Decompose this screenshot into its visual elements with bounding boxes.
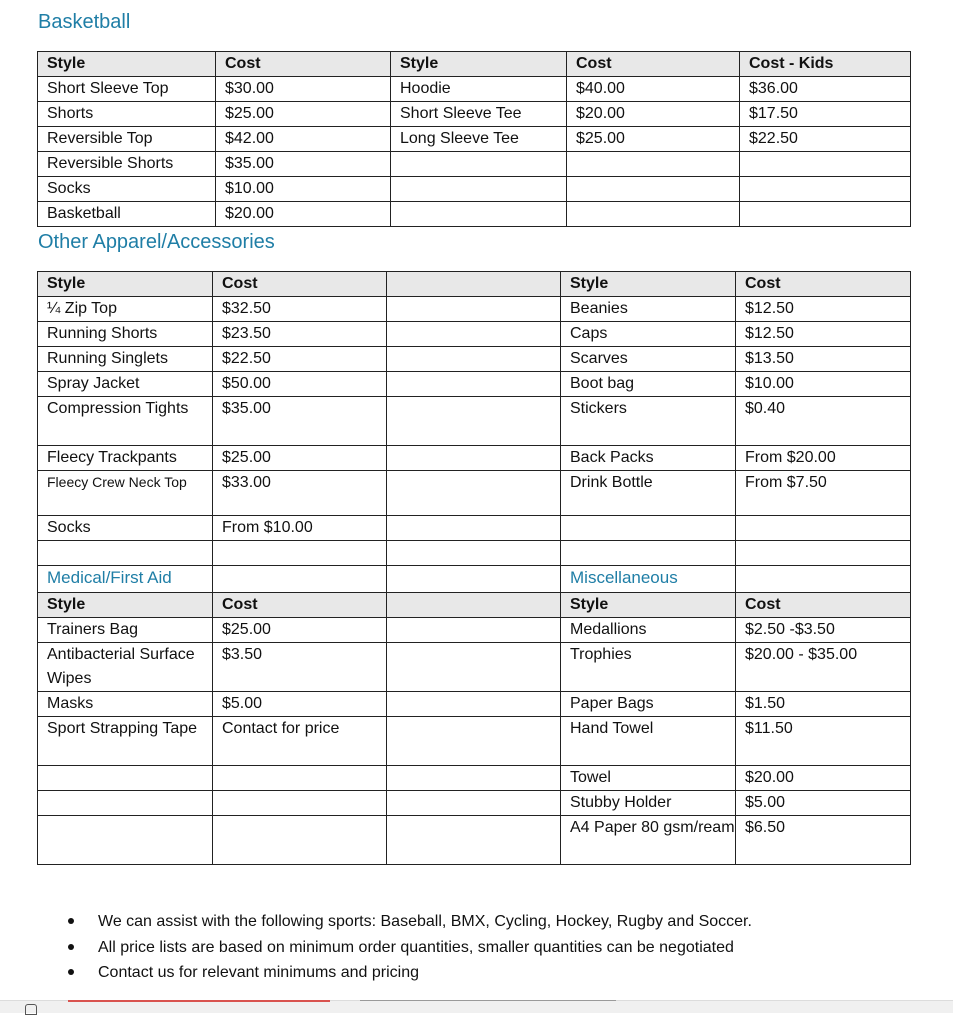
table-cell: Socks — [38, 177, 216, 202]
table-cell: Trophies — [561, 643, 736, 692]
table-cell — [38, 816, 213, 865]
table-row — [38, 471, 911, 516]
table-row — [38, 102, 911, 127]
table-cell — [387, 516, 561, 541]
table-row — [38, 297, 911, 322]
column-header: Cost — [736, 272, 911, 297]
table-cell: $1.50 — [736, 692, 911, 717]
table-row — [38, 322, 911, 347]
table-cell: Short Sleeve Top — [38, 77, 216, 102]
table-cell — [387, 397, 561, 446]
table-cell — [387, 471, 561, 516]
table-row — [38, 202, 911, 227]
table-cell: $6.50 — [736, 816, 911, 865]
table-cell: Compression Tights — [38, 397, 213, 446]
basketball-price-table — [37, 51, 911, 227]
table-row — [38, 516, 911, 541]
table-row — [38, 541, 911, 566]
table-cell: Caps — [561, 322, 736, 347]
table-cell: $25.00 — [213, 446, 387, 471]
table-row — [38, 347, 911, 372]
note-item: All price lists are based on minimum order quantities, smaller quantities can be negotiated — [68, 935, 752, 961]
table-cell: $33.00 — [213, 471, 387, 516]
table-cell: Drink Bottle — [561, 471, 736, 516]
table-cell: Running Singlets — [38, 347, 213, 372]
table-cell — [736, 566, 911, 593]
miscellaneous-heading: Miscellaneous — [561, 566, 736, 593]
table-cell — [213, 566, 387, 593]
column-header: Style — [561, 593, 736, 618]
table-cell: Long Sleeve Tee — [391, 127, 567, 152]
bullet-icon — [68, 969, 74, 975]
table-cell: $0.40 — [736, 397, 911, 446]
table-cell: Paper Bags — [561, 692, 736, 717]
table-cell: Reversible Shorts — [38, 152, 216, 177]
table-cell — [213, 766, 387, 791]
table-cell — [567, 202, 740, 227]
accessibility-icon[interactable] — [25, 1004, 37, 1015]
table-cell: $12.50 — [736, 322, 911, 347]
table-cell: $25.00 — [567, 127, 740, 152]
column-header: Style — [38, 272, 213, 297]
table-cell: $20.00 - $35.00 — [736, 643, 911, 692]
table-cell: $11.50 — [736, 717, 911, 766]
table-cell: Shorts — [38, 102, 216, 127]
table-cell: Stubby Holder — [561, 791, 736, 816]
table-cell — [38, 791, 213, 816]
table-cell: $10.00 — [736, 372, 911, 397]
table-cell — [561, 541, 736, 566]
table-cell: $10.00 — [216, 177, 391, 202]
table-cell — [391, 152, 567, 177]
table-row — [38, 791, 911, 816]
table-cell — [213, 541, 387, 566]
table-cell: Hoodie — [391, 77, 567, 102]
table-cell: $25.00 — [216, 102, 391, 127]
table-row — [38, 692, 911, 717]
table-cell: ¼ Zip Top — [38, 297, 213, 322]
table-cell: $25.00 — [213, 618, 387, 643]
table-cell — [740, 177, 911, 202]
column-header — [387, 272, 561, 297]
table-cell — [391, 202, 567, 227]
table-cell: $20.00 — [567, 102, 740, 127]
table-cell: Beanies — [561, 297, 736, 322]
table-header-row — [38, 272, 911, 297]
table-row — [38, 152, 911, 177]
table-cell: $5.00 — [736, 791, 911, 816]
table-cell: Reversible Top — [38, 127, 216, 152]
bullet-icon — [68, 944, 74, 950]
table-row — [38, 717, 911, 766]
column-header: Cost — [736, 593, 911, 618]
column-header: Cost — [567, 52, 740, 77]
table-header-row — [38, 593, 911, 618]
table-row — [38, 77, 911, 102]
other-apparel-price-table — [37, 271, 911, 865]
table-cell: $23.50 — [213, 322, 387, 347]
table-cell: $50.00 — [213, 372, 387, 397]
note-item: Contact us for relevant minimums and pricing — [68, 960, 752, 986]
table-cell — [567, 152, 740, 177]
table-cell: Running Shorts — [38, 322, 213, 347]
bullet-icon — [68, 918, 74, 924]
status-bar — [0, 1000, 953, 1013]
table-row — [38, 766, 911, 791]
table-cell: $35.00 — [213, 397, 387, 446]
status-divider-grey — [360, 1000, 616, 1001]
section-heading-row — [38, 566, 911, 593]
table-cell: $5.00 — [213, 692, 387, 717]
table-cell: $12.50 — [736, 297, 911, 322]
table-cell: $13.50 — [736, 347, 911, 372]
table-cell: $20.00 — [216, 202, 391, 227]
table-cell — [387, 816, 561, 865]
table-row — [38, 446, 911, 471]
table-cell — [387, 446, 561, 471]
table-cell — [387, 347, 561, 372]
table-cell: From $20.00 — [736, 446, 911, 471]
table-cell: $32.50 — [213, 297, 387, 322]
table-cell — [387, 297, 561, 322]
table-cell: $40.00 — [567, 77, 740, 102]
table-cell: Spray Jacket — [38, 372, 213, 397]
table-row — [38, 177, 911, 202]
table-cell: $17.50 — [740, 102, 911, 127]
table-cell: Antibacterial Surface Wipes — [38, 643, 213, 692]
table-cell: Short Sleeve Tee — [391, 102, 567, 127]
table-cell — [740, 202, 911, 227]
table-cell: Boot bag — [561, 372, 736, 397]
table-cell — [387, 766, 561, 791]
table-cell — [387, 618, 561, 643]
column-header: Style — [561, 272, 736, 297]
table-cell: From $7.50 — [736, 471, 911, 516]
table-cell: $36.00 — [740, 77, 911, 102]
other-apparel-heading: Other Apparel/Accessories — [38, 231, 275, 253]
table-cell: Medallions — [561, 618, 736, 643]
table-cell — [213, 816, 387, 865]
column-header: Style — [391, 52, 567, 77]
table-cell — [387, 692, 561, 717]
medical-first-aid-heading: Medical/First Aid — [38, 566, 213, 593]
table-header-row — [38, 52, 911, 77]
table-cell: Sport Strapping Tape — [38, 717, 213, 766]
table-row — [38, 816, 911, 865]
table-cell — [387, 643, 561, 692]
table-cell: Trainers Bag — [38, 618, 213, 643]
column-header: Style — [38, 593, 213, 618]
table-cell: Masks — [38, 692, 213, 717]
table-cell — [567, 177, 740, 202]
table-cell — [561, 516, 736, 541]
table-cell: Fleecy Crew Neck Top — [38, 471, 213, 516]
column-header: Cost — [213, 593, 387, 618]
table-cell: $35.00 — [216, 152, 391, 177]
table-cell — [736, 541, 911, 566]
column-header: Cost — [213, 272, 387, 297]
table-row — [38, 643, 911, 692]
basketball-heading: Basketball — [38, 11, 131, 33]
table-cell — [391, 177, 567, 202]
table-row — [38, 397, 911, 446]
table-cell: Hand Towel — [561, 717, 736, 766]
table-cell: $30.00 — [216, 77, 391, 102]
table-cell: $22.50 — [740, 127, 911, 152]
table-cell: $42.00 — [216, 127, 391, 152]
table-cell: Socks — [38, 516, 213, 541]
table-cell — [387, 541, 561, 566]
table-cell — [387, 566, 561, 593]
table-cell — [387, 322, 561, 347]
table-row — [38, 618, 911, 643]
table-row — [38, 127, 911, 152]
status-divider-red — [68, 1000, 330, 1002]
table-cell — [740, 152, 911, 177]
table-cell: Back Packs — [561, 446, 736, 471]
note-item: We can assist with the following sports: Baseball, BMX, Cycling, Hockey, Rugby and Soccer. — [68, 909, 752, 935]
table-cell — [736, 516, 911, 541]
table-cell — [213, 791, 387, 816]
table-cell: Scarves — [561, 347, 736, 372]
column-header — [387, 593, 561, 618]
table-cell: Stickers — [561, 397, 736, 446]
table-row — [38, 372, 911, 397]
table-cell: Fleecy Trackpants — [38, 446, 213, 471]
column-header: Cost - Kids — [740, 52, 911, 77]
table-cell: $20.00 — [736, 766, 911, 791]
table-cell: Contact for price — [213, 717, 387, 766]
table-cell: Towel — [561, 766, 736, 791]
table-cell — [38, 766, 213, 791]
table-cell: Basketball — [38, 202, 216, 227]
table-cell: $3.50 — [213, 643, 387, 692]
table-cell — [38, 541, 213, 566]
notes-list — [68, 909, 752, 986]
column-header: Style — [38, 52, 216, 77]
table-cell — [387, 372, 561, 397]
table-cell — [387, 717, 561, 766]
table-cell — [387, 791, 561, 816]
table-cell: $22.50 — [213, 347, 387, 372]
table-cell: $2.50 -$3.50 — [736, 618, 911, 643]
table-cell: From $10.00 — [213, 516, 387, 541]
table-cell: A4 Paper 80 gsm/ream — [561, 816, 736, 865]
column-header: Cost — [216, 52, 391, 77]
